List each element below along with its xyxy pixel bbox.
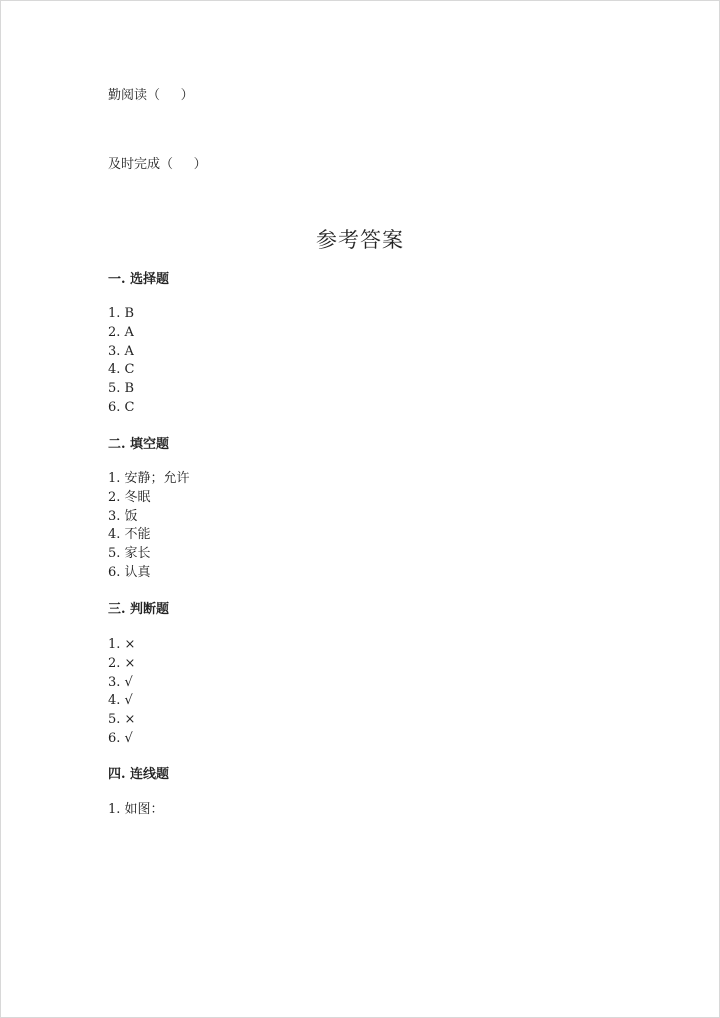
answer-item: 2. 冬眠 <box>108 489 151 505</box>
answer-list-match <box>108 801 164 820</box>
answer-item: 4. √ <box>108 693 133 709</box>
section-heading-fill: 二. 填空题 <box>108 437 170 452</box>
answer-list-fill <box>108 470 190 583</box>
section-heading-judge: 三. 判断题 <box>108 602 170 617</box>
top-item-complete: 及时完成（ ） <box>108 157 207 172</box>
answer-item: 4. 不能 <box>108 527 151 543</box>
answer-item: 1. B <box>108 306 135 321</box>
answer-list-choice <box>108 305 134 418</box>
answer-item: 6. C <box>108 399 135 415</box>
section-heading-match: 四. 连线题 <box>108 767 170 782</box>
page-title: 参考答案 <box>316 228 404 252</box>
answer-item: 3. √ <box>108 674 133 690</box>
answer-item: 6. √ <box>108 730 133 746</box>
section-heading-choice: 一. 选择题 <box>108 272 170 287</box>
answer-item: 2. × <box>108 655 136 671</box>
answer-item: 5. B <box>108 381 135 397</box>
answer-item: 3. A <box>108 343 134 359</box>
answer-item: 4. C <box>108 362 135 378</box>
answer-item: 3. 饭 <box>108 508 138 524</box>
answer-item: 5. × <box>108 712 136 728</box>
answer-item: 1. 安静；允许 <box>108 471 190 486</box>
answer-item: 5. 家长 <box>108 546 151 562</box>
answer-item: 1. × <box>108 637 136 652</box>
top-item-read: 勤阅读（ ） <box>108 88 194 103</box>
answer-item: 2. A <box>108 324 134 340</box>
answer-item: 6. 认真 <box>108 564 151 580</box>
answer-item: 1. 如图： <box>108 802 164 817</box>
answer-list-judge <box>108 636 135 749</box>
